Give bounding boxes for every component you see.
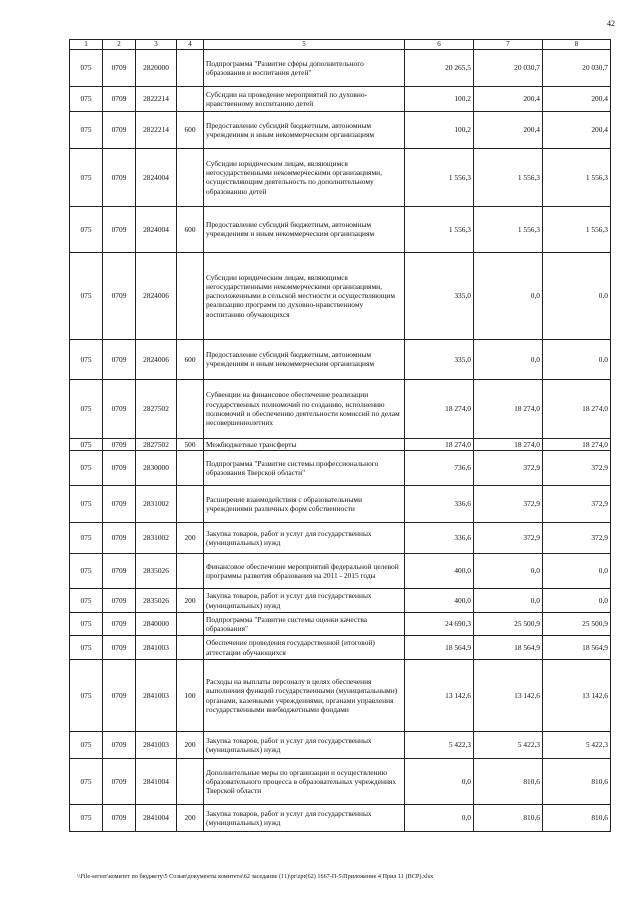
section-code: 0709: [103, 49, 136, 86]
ministry-code: 075: [70, 486, 103, 523]
amount-year-1: 5 422,3: [405, 732, 474, 759]
ministry-code: 075: [70, 589, 103, 613]
target-code: 2824004: [136, 206, 177, 252]
amount-year-3: 0,0: [543, 554, 611, 589]
expense-type-code: [177, 451, 204, 486]
amount-year-1: 18 274,0: [405, 438, 474, 450]
amount-year-3: 1 556,3: [543, 148, 611, 206]
amount-year-3: 13 142,6: [543, 660, 611, 732]
amount-year-3: 810,6: [543, 759, 611, 805]
section-code: 0709: [103, 148, 136, 206]
ministry-code: 075: [70, 523, 103, 554]
amount-year-2: 200,4: [474, 111, 543, 148]
target-code: 2824006: [136, 339, 177, 379]
table-row: [70, 759, 611, 805]
expense-type-code: [177, 379, 204, 438]
amount-year-2: 18 274,0: [474, 379, 543, 438]
expense-type-code: 600: [177, 111, 204, 148]
expense-type-code: [177, 554, 204, 589]
ministry-code: 075: [70, 451, 103, 486]
amount-year-3: 1 556,3: [543, 206, 611, 252]
section-code: 0709: [103, 111, 136, 148]
expense-type-code: 500: [177, 438, 204, 450]
column-header: 3: [136, 40, 177, 50]
table-row: [70, 486, 611, 523]
table-row: [70, 554, 611, 589]
section-code: 0709: [103, 732, 136, 759]
table-row: [70, 148, 611, 206]
expense-type-code: 100: [177, 660, 204, 732]
target-code: 2835026: [136, 589, 177, 613]
item-description: Подпрограмма "Развитие сферы дополнительного образования и воспитания детей": [204, 49, 405, 86]
amount-year-2: 200,4: [474, 86, 543, 111]
column-header: 1: [70, 40, 103, 50]
target-code: 2840000: [136, 613, 177, 636]
amount-year-1: 20 265,5: [405, 49, 474, 86]
ministry-code: 075: [70, 805, 103, 832]
amount-year-2: 810,6: [474, 805, 543, 832]
section-code: 0709: [103, 589, 136, 613]
ministry-code: 075: [70, 339, 103, 379]
item-description: Дополнительные меры по организации и осуществлению образовательного процесса в образовательных учреждениях Тверской области: [204, 759, 405, 805]
table-row: [70, 589, 611, 613]
amount-year-3: 200,4: [543, 111, 611, 148]
amount-year-1: 100,2: [405, 86, 474, 111]
item-description: Предоставление субсидий бюджетным, автономным учреждениям и иным некоммерческим организациям: [204, 339, 405, 379]
item-description: Предоставление субсидий бюджетным, автономным учреждениям и иным некоммерческим организациям: [204, 206, 405, 252]
table-row: [70, 805, 611, 832]
amount-year-2: 0,0: [474, 554, 543, 589]
amount-year-1: 0,0: [405, 759, 474, 805]
expense-type-code: [177, 613, 204, 636]
amount-year-3: 372,9: [543, 451, 611, 486]
item-description: Обеспечение проведения государственной (итоговой) аттестации обучающихся: [204, 636, 405, 660]
amount-year-2: 0,0: [474, 339, 543, 379]
amount-year-2: 1 556,3: [474, 206, 543, 252]
amount-year-2: 25 500,9: [474, 613, 543, 636]
item-description: Субвенции на финансовое обеспечение реализации государственных полномочий по созданию, исполнению полномочий и обеспечению деятельности комиссий по делам несовершеннолетних: [204, 379, 405, 438]
amount-year-2: 18 274,0: [474, 438, 543, 450]
ministry-code: 075: [70, 554, 103, 589]
amount-year-3: 18 274,0: [543, 379, 611, 438]
expense-type-code: 200: [177, 523, 204, 554]
table-row: [70, 339, 611, 379]
ministry-code: 075: [70, 759, 103, 805]
file-path-footer: \\File-server\комитет по бюджету\5 Созыв\документы комитета\62 заседание (11)\pr\zpr(62) 1667-П-5\Приложение 4 Прил 11 (ВСР).xlsx: [77, 873, 434, 880]
target-code: 2824004: [136, 148, 177, 206]
amount-year-1: 1 556,3: [405, 148, 474, 206]
amount-year-3: 20 030,7: [543, 49, 611, 86]
amount-year-3: 810,6: [543, 805, 611, 832]
expense-type-code: [177, 148, 204, 206]
section-code: 0709: [103, 206, 136, 252]
target-code: 2822214: [136, 86, 177, 111]
section-code: 0709: [103, 805, 136, 832]
expense-type-code: 600: [177, 206, 204, 252]
ministry-code: 075: [70, 252, 103, 339]
amount-year-2: 372,9: [474, 451, 543, 486]
amount-year-2: 5 422,3: [474, 732, 543, 759]
amount-year-1: 335,0: [405, 252, 474, 339]
amount-year-1: 336,6: [405, 523, 474, 554]
section-code: 0709: [103, 86, 136, 111]
column-header: 4: [177, 40, 204, 50]
amount-year-1: 18 274,0: [405, 379, 474, 438]
section-code: 0709: [103, 523, 136, 554]
ministry-code: 075: [70, 438, 103, 450]
section-code: 0709: [103, 438, 136, 450]
ministry-code: 075: [70, 732, 103, 759]
amount-year-2: 372,9: [474, 486, 543, 523]
table-row: [70, 438, 611, 450]
page-number: 42: [607, 19, 615, 28]
expense-type-code: [177, 49, 204, 86]
ministry-code: 075: [70, 206, 103, 252]
amount-year-2: 1 556,3: [474, 148, 543, 206]
amount-year-1: 335,0: [405, 339, 474, 379]
target-code: 2831002: [136, 486, 177, 523]
table-row: [70, 206, 611, 252]
item-description: Субсидии юридическим лицам, являющимся негосударственными некоммерческими организациями, осуществляющим деятельность по дополнительному образованию детей: [204, 148, 405, 206]
table-row: [70, 86, 611, 111]
ministry-code: 075: [70, 148, 103, 206]
column-header: 7: [474, 40, 543, 50]
target-code: 2835026: [136, 554, 177, 589]
item-description: Подпрограмма "Развитие системы профессионального образования Тверской области": [204, 451, 405, 486]
table-row: [70, 660, 611, 732]
amount-year-3: 0,0: [543, 252, 611, 339]
table-row: [70, 636, 611, 660]
item-description: Закупка товаров, работ и услуг для государственных (муниципальных) нужд: [204, 523, 405, 554]
section-code: 0709: [103, 660, 136, 732]
expense-type-code: 200: [177, 805, 204, 832]
target-code: 2841003: [136, 660, 177, 732]
expense-type-code: [177, 759, 204, 805]
expense-type-code: 200: [177, 589, 204, 613]
column-header: 2: [103, 40, 136, 50]
ministry-code: 075: [70, 49, 103, 86]
item-description: Расходы на выплаты персоналу в целях обеспечения выполнения функций государственными (муниципальными) органами, казенными учреждениями, органами управления государственными внебюджетными фондами: [204, 660, 405, 732]
amount-year-1: 13 142,6: [405, 660, 474, 732]
amount-year-3: 5 422,3: [543, 732, 611, 759]
table-row: [70, 451, 611, 486]
amount-year-1: 1 556,3: [405, 206, 474, 252]
amount-year-2: 18 564,9: [474, 636, 543, 660]
amount-year-1: 24 690,3: [405, 613, 474, 636]
ministry-code: 075: [70, 660, 103, 732]
amount-year-1: 100,2: [405, 111, 474, 148]
table-row: [70, 379, 611, 438]
amount-year-1: 336,6: [405, 486, 474, 523]
amount-year-1: 400,0: [405, 589, 474, 613]
section-code: 0709: [103, 451, 136, 486]
item-description: Закупка товаров, работ и услуг для государственных (муниципальных) нужд: [204, 589, 405, 613]
amount-year-3: 0,0: [543, 589, 611, 613]
column-header: 6: [405, 40, 474, 50]
section-code: 0709: [103, 379, 136, 438]
amount-year-1: 400,0: [405, 554, 474, 589]
item-description: Закупка товаров, работ и услуг для государственных (муниципальных) нужд: [204, 732, 405, 759]
section-code: 0709: [103, 759, 136, 805]
amount-year-3: 372,9: [543, 523, 611, 554]
table-row: [70, 732, 611, 759]
target-code: 2841003: [136, 636, 177, 660]
item-description: Закупка товаров, работ и услуг для государственных (муниципальных) нужд: [204, 805, 405, 832]
target-code: 2827502: [136, 438, 177, 450]
table-row: [70, 111, 611, 148]
expense-type-code: 600: [177, 339, 204, 379]
item-description: Расширение взаимодействия с образовательными учреждениями различных форм собственности: [204, 486, 405, 523]
table-row: [70, 49, 611, 86]
table-row: [70, 613, 611, 636]
target-code: 2822214: [136, 111, 177, 148]
section-code: 0709: [103, 636, 136, 660]
amount-year-3: 25 500,9: [543, 613, 611, 636]
expense-type-code: [177, 252, 204, 339]
column-header: 8: [543, 40, 611, 50]
table-row: [70, 523, 611, 554]
item-description: Предоставление субсидий бюджетным, автономным учреждениям и иным некоммерческим организациям: [204, 111, 405, 148]
item-description: Межбюджетные трансферты: [204, 438, 405, 450]
amount-year-1: 18 564,9: [405, 636, 474, 660]
section-code: 0709: [103, 339, 136, 379]
ministry-code: 075: [70, 613, 103, 636]
table-row: [70, 252, 611, 339]
amount-year-3: 18 564,9: [543, 636, 611, 660]
section-code: 0709: [103, 252, 136, 339]
amount-year-2: 13 142,6: [474, 660, 543, 732]
amount-year-2: 810,6: [474, 759, 543, 805]
item-description: Субсидии на проведение мероприятий по духовно-нравственному воспитанию детей: [204, 86, 405, 111]
target-code: 2841004: [136, 805, 177, 832]
ministry-code: 075: [70, 86, 103, 111]
amount-year-2: 20 030,7: [474, 49, 543, 86]
item-description: Финансовое обеспечение мероприятий федеральной целевой программы развития образования на 2011 - 2015 годы: [204, 554, 405, 589]
amount-year-2: 0,0: [474, 589, 543, 613]
amount-year-2: 0,0: [474, 252, 543, 339]
ministry-code: 075: [70, 636, 103, 660]
section-code: 0709: [103, 554, 136, 589]
amount-year-1: 736,6: [405, 451, 474, 486]
target-code: 2841003: [136, 732, 177, 759]
expense-type-code: [177, 486, 204, 523]
target-code: 2841004: [136, 759, 177, 805]
amount-year-1: 0,0: [405, 805, 474, 832]
expense-type-code: 200: [177, 732, 204, 759]
ministry-code: 075: [70, 379, 103, 438]
target-code: 2820000: [136, 49, 177, 86]
amount-year-3: 372,9: [543, 486, 611, 523]
target-code: 2824006: [136, 252, 177, 339]
expense-type-code: [177, 636, 204, 660]
expense-type-code: [177, 86, 204, 111]
amount-year-2: 372,9: [474, 523, 543, 554]
column-number-header: [70, 40, 611, 50]
item-description: Субсидии юридическим лицам, являющимся негосударственными некоммерческими организациями, расположенными в сельской местности и осуществляющим реализацию программ по духовно-нравственному воспитанию обучающихся: [204, 252, 405, 339]
target-code: 2827502: [136, 379, 177, 438]
amount-year-3: 200,4: [543, 86, 611, 111]
target-code: 2830000: [136, 451, 177, 486]
amount-year-3: 0,0: [543, 339, 611, 379]
target-code: 2831002: [136, 523, 177, 554]
column-header: 5: [204, 40, 405, 50]
budget-table: [69, 39, 611, 832]
amount-year-3: 18 274,0: [543, 438, 611, 450]
section-code: 0709: [103, 486, 136, 523]
item-description: Подпрограмма "Развитие системы оценки качества образования": [204, 613, 405, 636]
ministry-code: 075: [70, 111, 103, 148]
section-code: 0709: [103, 613, 136, 636]
